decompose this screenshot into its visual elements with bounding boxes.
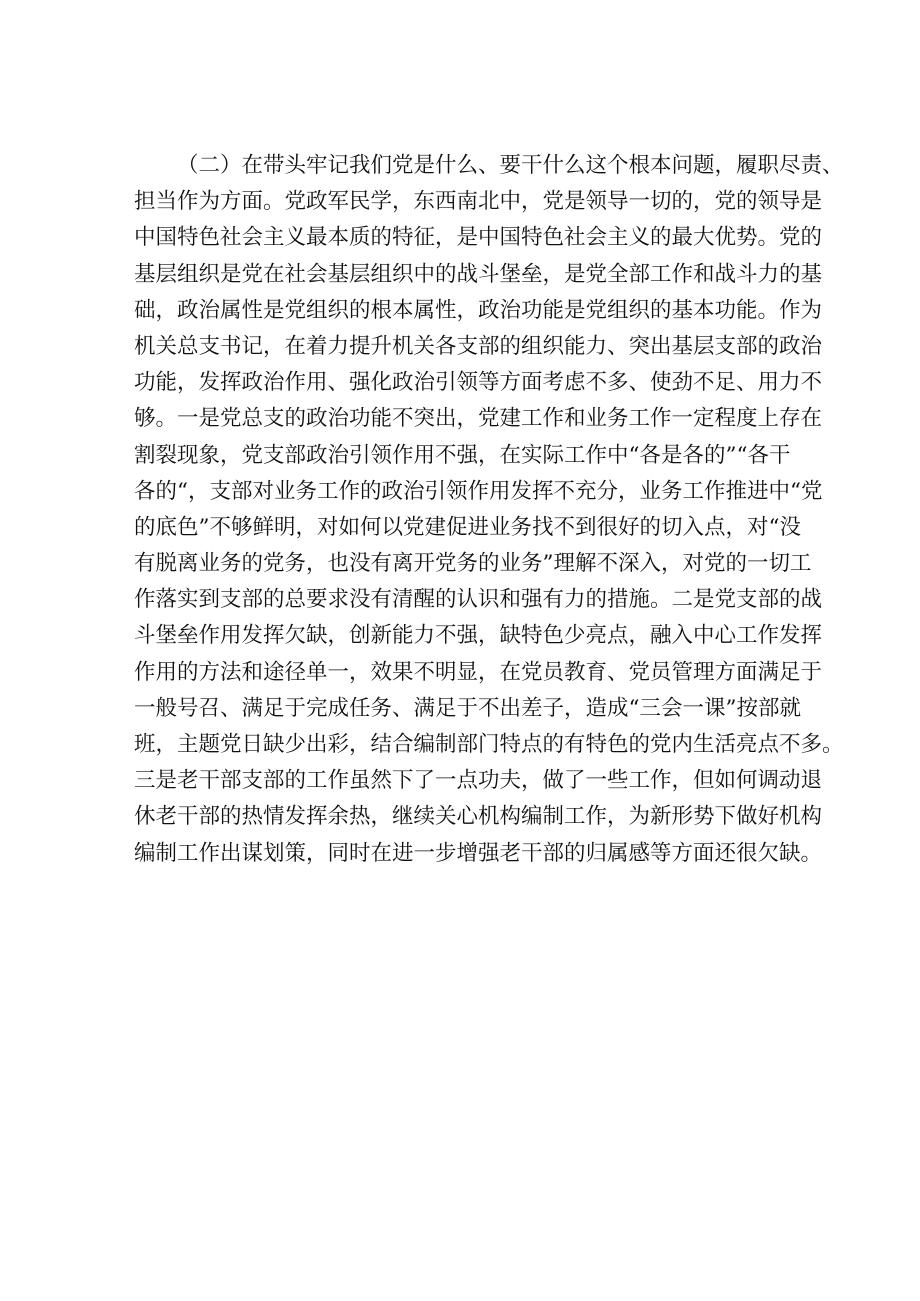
paragraph-line: 础，政治属性是党组织的根本属性，政治功能是党组织的基本功能。作为	[134, 297, 823, 323]
paragraph-line: 的底色”不够鲜明，对如何以党建促进业务找不到很好的切入点，对“没	[134, 514, 801, 540]
paragraph-line: 一般号召、满足于完成任务、满足于不出差子，造成“三会一课”按部就	[134, 695, 801, 721]
paragraph-line: 休老干部的热情发挥余热，继续关心机构编制工作，为新形势下做好机构	[134, 804, 823, 830]
paragraph-line: 作用的方法和途径单一，效果不明显，在党员教育、党员管理方面满足于	[134, 659, 823, 685]
paragraph-line: 有脱离业务的党务，也没有离开党务的业务”理解不深入，对党的一切工	[134, 551, 812, 577]
paragraph-line: 作落实到支部的总要求没有清醒的认识和强有力的措施。二是党支部的战	[134, 587, 823, 613]
paragraph-line: 班，主题党日缺少出彩，结合编制部门特点的有特色的党内生活亮点不多。	[134, 732, 844, 757]
paragraph-line: 机关总支书记，在着力提升机关各支部的组织能力、突出基层支部的政治	[134, 333, 823, 359]
paragraph-line: 各的“，支部对业务工作的政治引领作用发挥不充分，业务工作推进中“党	[134, 478, 823, 504]
paragraph-line: 三是老干部支部的工作虽然下了一点功夫，做了一些工作，但如何调动退	[134, 768, 823, 794]
paragraph-line: 担当作为方面。党政军民学，东西南北中，党是领导一切的，党的领导是	[134, 189, 823, 215]
paragraph-line: 斗堡垒作用发挥欠缺，创新能力不强，缺特色少亮点，融入中心工作发挥	[134, 623, 823, 649]
paragraph-line: （二）在带头牢记我们党是什么、要干什么这个根本问题，履职尽责、	[177, 153, 844, 178]
paragraph-line: 编制工作出谋划策，同时在进一步增强老干部的归属感等方面还很欠缺。	[134, 840, 823, 866]
body-paragraph	[134, 148, 844, 872]
paragraph-line: 功能，发挥政治作用、强化政治引领等方面考虑不多、使劲不足、用力不	[134, 370, 823, 396]
paragraph-line: 中国特色社会主义最本质的特征，是中国特色社会主义的最大优势。党的	[134, 225, 823, 251]
paragraph-line: 够。一是党总支的政治功能不突出，党建工作和业务工作一定程度上存在	[134, 406, 823, 432]
paragraph-line: 基层组织是党在社会基层组织中的战斗堡垒，是党全部工作和战斗力的基	[134, 261, 823, 287]
paragraph-line: 割裂现象，党支部政治引领作用不强，在实际工作中“各是各的”“各干	[134, 442, 791, 468]
